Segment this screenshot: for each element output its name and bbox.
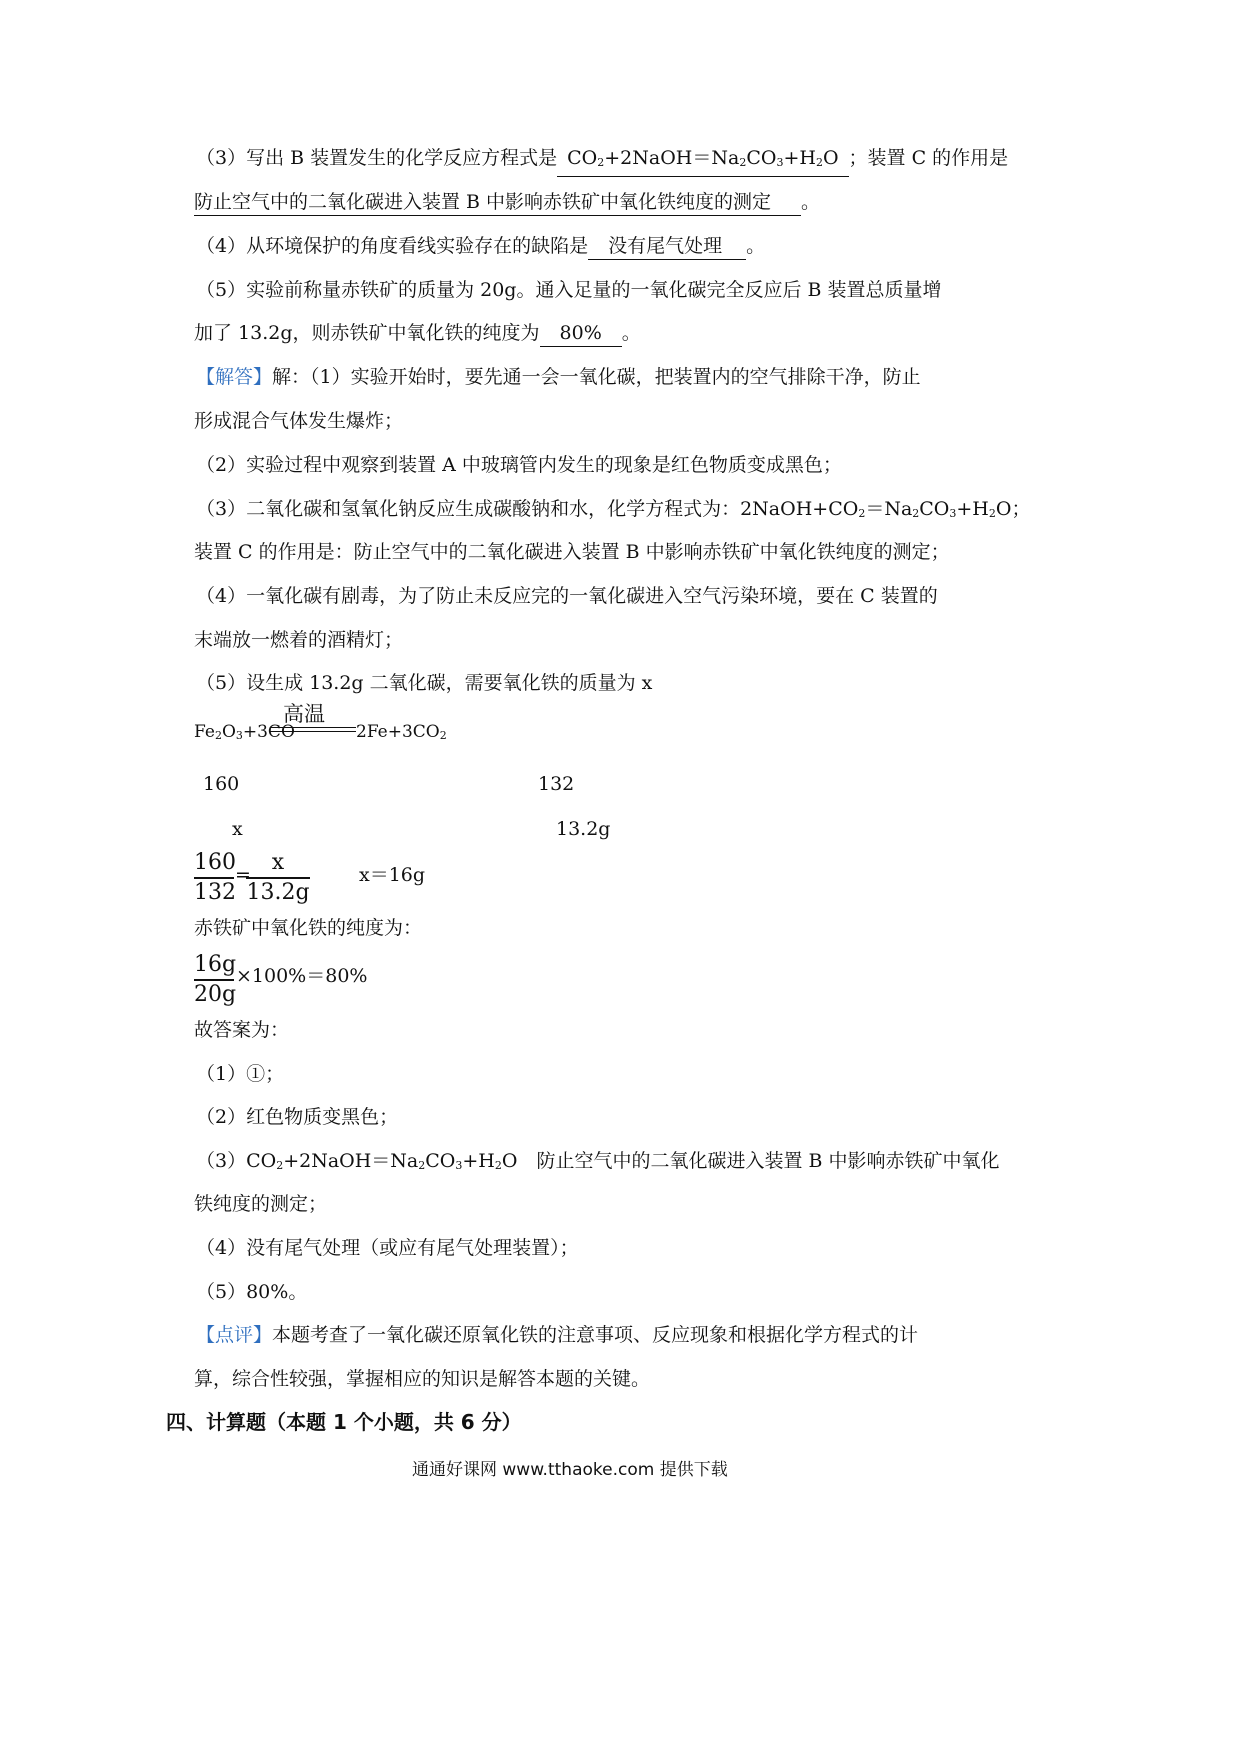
solution-s4a: （4）一氧化碳有剧毒，为了防止未反应完的一氧化碳进入空气污染环境，要在 C 装置的 xyxy=(196,585,938,607)
q3-prefix: （3）写出 B 装置发生的化学反应方程式是 xyxy=(196,147,558,169)
answer-3b: 铁纯度的测定； xyxy=(194,1193,328,1215)
q4-answer: 没有尾气处理 xyxy=(588,234,746,260)
fraction-16g-20g: 16g 20g xyxy=(194,952,237,1007)
answer-5: （5）80%。 xyxy=(196,1281,308,1303)
solution-s2: （2）实验过程中观察到装置 A 中玻璃管内发生的现象是红色物质变成黑色； xyxy=(196,454,842,476)
reaction-left: $Fe_2O_3+3CO$ xyxy=(194,722,295,742)
fraction-160-132: 160 132 xyxy=(194,850,236,905)
solution-s5: （5）设生成 13.2g 二氧化碳，需要氧化铁的质量为 x xyxy=(196,672,653,694)
q5-line2 xyxy=(194,321,641,347)
q3-end: 。 xyxy=(801,191,821,213)
unknown-x: x xyxy=(232,818,243,840)
comment-label: 【点评】 xyxy=(196,1324,273,1346)
solution-label: 【解答】 xyxy=(196,366,273,388)
section-4-heading: 四、计算题（本题 1 个小题，共 6 分） xyxy=(166,1410,522,1434)
comment-line2: 算，综合性较强，掌握相应的知识是解答本题的关键。 xyxy=(194,1368,651,1390)
answers-title: 故答案为： xyxy=(194,1019,290,1041)
answer-4: （4）没有尾气处理（或应有尾气处理装置）； xyxy=(196,1237,579,1259)
q3-suffix: ；装置 C 的作用是 xyxy=(848,147,1009,169)
answer-1: （1）①； xyxy=(196,1063,285,1085)
purity-label: 赤铁矿中氧化铁的纯度为： xyxy=(194,917,423,939)
mass-co2: 132 xyxy=(538,773,575,795)
solution-s3a: （3）二氧化碳和氢氧化钠反应生成碳酸钠和水，化学方程式为：$2NaOH+CO_2=Na_2CO_3+H_2O$； xyxy=(196,498,1031,520)
q3-function-answer: 防止空气中的二氧化碳进入装置 B 中影响赤铁矿中氧化铁纯度的测定 xyxy=(194,190,801,216)
value-co2: 13.2g xyxy=(556,818,611,840)
q4-line xyxy=(196,234,765,260)
fraction-x-13-2g: x 13.2g xyxy=(246,850,310,905)
reaction-condition: 高温 xyxy=(283,702,325,726)
q5-prefix: 加了 13.2g，则赤铁矿中氧化铁的纯度为 xyxy=(194,322,540,344)
q5-answer: 80% xyxy=(540,321,622,347)
solution-line1 xyxy=(196,365,921,389)
q3-equation-answer: $CO_2+2NaOH=Na_2CO_3+H_2O$ xyxy=(557,146,848,177)
fraction-equals: = xyxy=(235,864,251,886)
q3-line2 xyxy=(194,190,820,216)
q4-end: 。 xyxy=(746,235,766,257)
page-footer: 通通好课网 www.tthaoke.com 提供下载 xyxy=(412,1460,728,1480)
q5-end: 。 xyxy=(621,322,641,344)
answer-2: （2）红色物质变黑色； xyxy=(196,1106,399,1128)
comment-c1: 本题考查了一氧化碳还原氧化铁的注意事项、反应现象和根据化学方程式的计 xyxy=(272,1324,919,1346)
mass-fe2o3: 160 xyxy=(203,773,240,795)
purity-rest: ×100%＝80% xyxy=(236,965,368,987)
solution-s1a: 解：（1）实验开始时，要先通一会一氧化碳，把装置内的空气排除干净，防止 xyxy=(272,366,921,388)
comment-line1 xyxy=(196,1323,918,1347)
reaction-right: $2Fe+3CO_2$ xyxy=(356,722,447,742)
x-result: x＝16g xyxy=(359,864,426,886)
solution-s4b: 末端放一燃着的酒精灯； xyxy=(194,629,404,651)
q5-line1: （5）实验前称量赤铁矿的质量为 20g。通入足量的一氧化碳完全反应后 B 装置总质量增 xyxy=(196,279,942,301)
q3-line1 xyxy=(196,146,1008,177)
solution-s1b: 形成混合气体发生爆炸； xyxy=(194,410,404,432)
solution-s3b: 装置 C 的作用是：防止空气中的二氧化碳进入装置 B 中影响赤铁矿中氧化铁纯度的测定； xyxy=(194,541,950,563)
answer-3a: $(3)CO_2+2NaOH=Na_2CO_3+H_2O$ 防止空气中的二氧化碳进入装置 B 中影响赤铁矿中氧化 xyxy=(196,1150,1000,1172)
q4-prefix: （4）从环境保护的角度看线实验存在的缺陷是 xyxy=(196,235,589,257)
